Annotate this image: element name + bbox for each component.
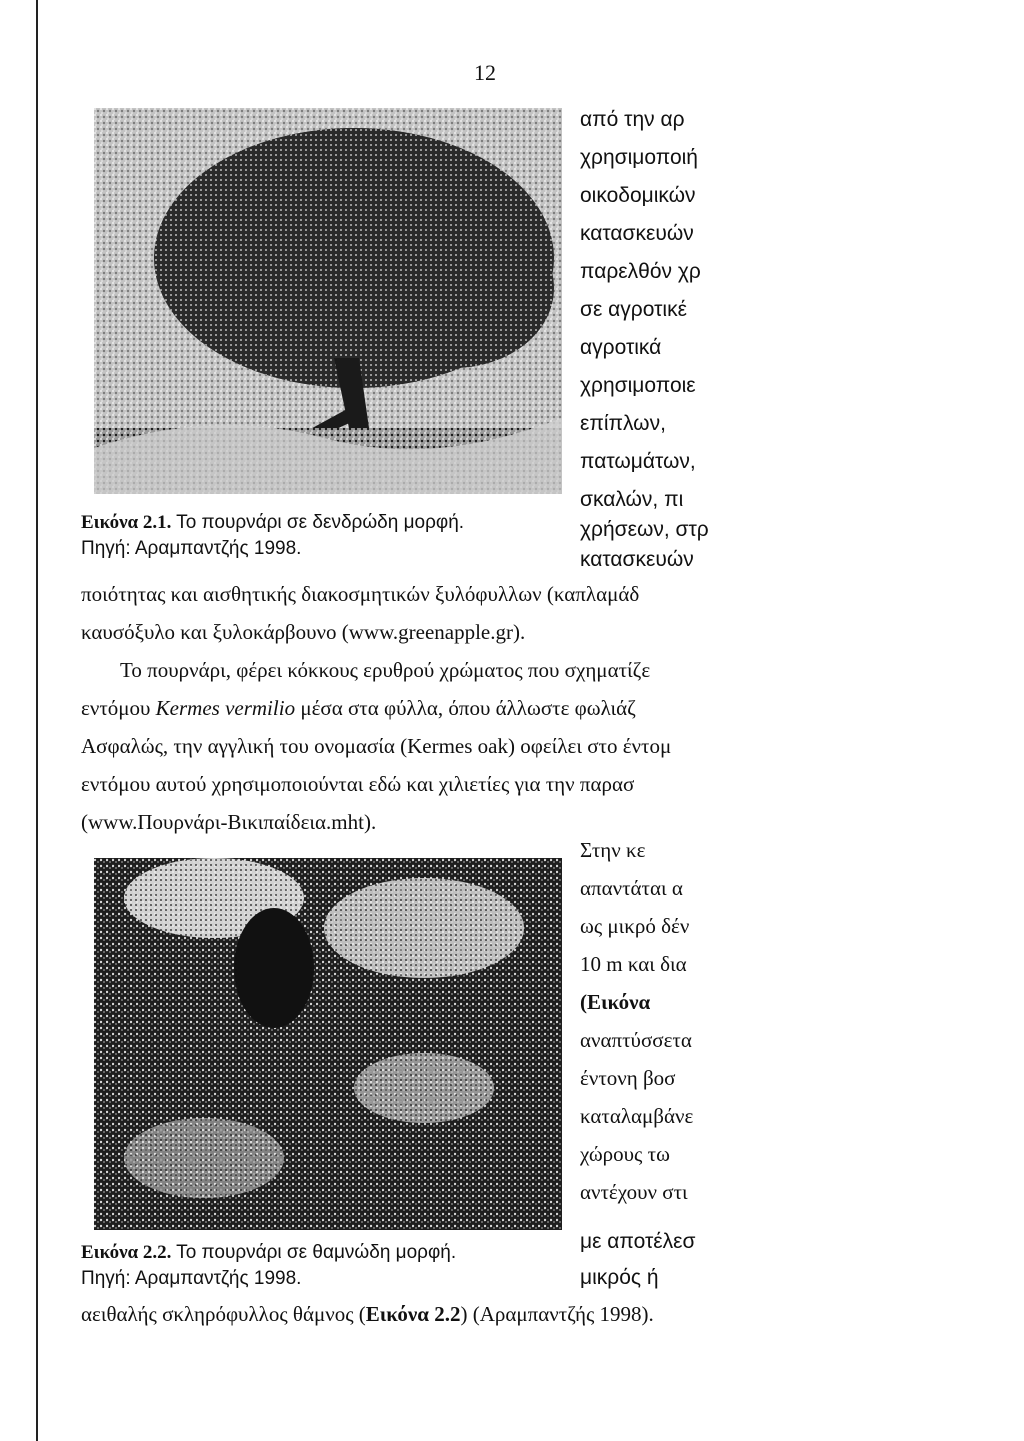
body-line: ποιότητας και αισθητικής διακοσμητικών ξυλόφυλλων (καπλαμάδ [81, 582, 640, 606]
body-text: εντόμου [81, 696, 151, 720]
figure-reference: Εικόνα 2.2 [365, 1302, 461, 1326]
margin-line [36, 0, 38, 1441]
right-column-line: αναπτύσσετα [580, 1028, 692, 1052]
figure-label: Εικόνα 2.2. [81, 1242, 172, 1263]
right-column-line: ως μικρό δέν [580, 914, 690, 938]
right-column-line: σε αγροτικέ [580, 298, 687, 321]
figure-2-1-source: Πηγή: Αραμπαντζής 1998. [81, 538, 302, 559]
body-text: Το πουρνάρι, φέρει κόκκους ερυθρού χρώματος που σχηματίζε [120, 658, 651, 682]
right-column-line: 10 m και δια [580, 952, 687, 976]
body-line: εντόμου αυτού χρησιμοποιούνται εδώ και χιλιετίες για την παρασ [81, 772, 635, 796]
right-column-line: πατωμάτων, [580, 450, 696, 473]
body-line: καυσόξυλο και ξυλοκάρβουνο (www.greenapple.gr). [81, 620, 526, 644]
figure-2-2-source: Πηγή: Αραμπαντζής 1998. [81, 1268, 302, 1289]
right-column-line: αγροτικά [580, 336, 662, 359]
caption-text: Το πουρνάρι σε θαμνώδη μορφή. [176, 1242, 457, 1263]
right-column-line: έντονη βοσ [580, 1066, 676, 1090]
right-column-line: επίπλων, [580, 412, 666, 435]
body-line [120, 658, 696, 683]
right-column-line: χρησιμοποιε [580, 374, 696, 397]
species-name: Kermes vermilio [155, 696, 296, 720]
body-text: μέσα στα φύλλα, όπου άλλωστε φωλιάζ [300, 696, 636, 720]
right-column-line: παρελθόν χρ [580, 260, 701, 283]
right-column-line: Στην κε [580, 838, 646, 862]
right-column-line: καταλαμβάνε [580, 1104, 694, 1128]
right-column-bottom [580, 838, 696, 1298]
right-column-line: χρήσεων, στρ [580, 518, 709, 541]
right-column-line: χρησιμοποιή [580, 146, 698, 169]
right-column-top [580, 108, 709, 588]
last-line [81, 1302, 696, 1327]
right-column-line: μικρός ή [580, 1266, 659, 1289]
figure-2-2-photo [94, 858, 562, 1230]
figure-2-2-caption [81, 1242, 456, 1264]
body-line: (www.Πουρνάρι-Βικιπαίδεια.mht). [81, 810, 377, 834]
right-column-line: σκαλών, πι [580, 488, 684, 511]
body-text: αειθαλής σκληρόφυλλος θάμνος ( [81, 1302, 366, 1326]
right-column-line: αντέχουν στι [580, 1180, 688, 1204]
right-column-line: απαντάται α [580, 876, 683, 900]
right-column-line: κατασκευών [580, 222, 694, 245]
right-column-line: κατασκευών [580, 548, 694, 571]
right-column-line: χώρους τω [580, 1142, 670, 1166]
body-line [81, 696, 696, 721]
page-number: 12 [474, 60, 496, 85]
body-line: Ασφαλώς, την αγγλική του ονομασία (Kermes oak) οφείλει στο έντομ [81, 734, 672, 758]
body-text: ) (Αραμπαντζής 1998). [460, 1302, 654, 1326]
figure-2-1-photo [94, 108, 562, 494]
caption-text: Το πουρνάρι σε δενδρώδη μορφή. [176, 512, 465, 533]
right-column-line: οικοδομικών [580, 184, 696, 207]
figure-label: Εικόνα 2.1. [81, 512, 172, 533]
figure-2-1-caption [81, 512, 464, 534]
right-column-line: από την αρ [580, 108, 685, 131]
right-column-line: (Εικόνα [580, 990, 651, 1014]
right-column-line: με αποτέλεσ [580, 1230, 696, 1253]
